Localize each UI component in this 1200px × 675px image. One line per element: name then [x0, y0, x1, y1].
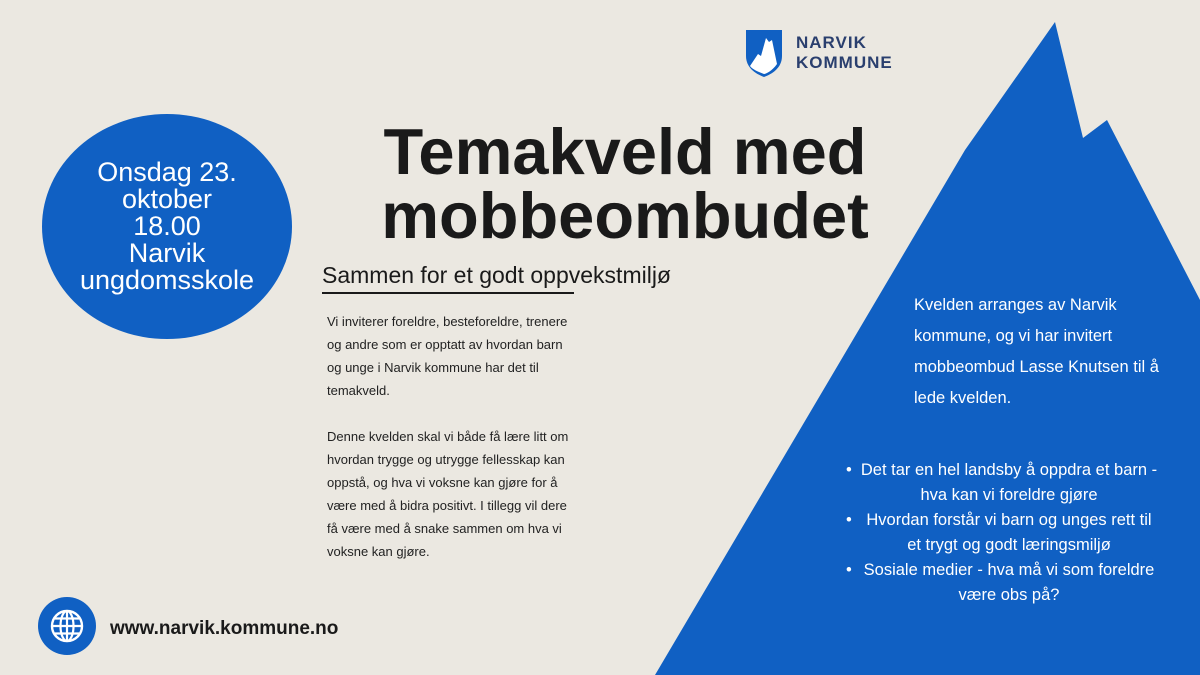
globe-icon: [49, 608, 85, 644]
title-line-1: Temakveld med: [383, 115, 867, 188]
topic-item-3: • Sosiale medier - hva må vi som foreldre være obs på?: [840, 558, 1160, 608]
event-day: Onsdag 23.: [97, 157, 237, 187]
organizer-text: Kvelden arranges av Narvik kommune, og vi har invitert mobbeombud Lasse Knutsen til å lede kvelden.: [914, 296, 1159, 407]
globe-icon-badge: [38, 597, 96, 655]
website-link[interactable]: www.narvik.kommune.no: [110, 618, 339, 639]
topic-item-1: • Det tar en hel landsby å oppdra et barn - hva kan vi foreldre gjøre: [840, 458, 1160, 508]
narvik-coat-of-arms-icon: [744, 28, 784, 78]
narvik-kommune-logo: [744, 28, 893, 78]
topic-list: [840, 458, 1160, 608]
event-info-circle: [42, 114, 292, 339]
invitation-text: [327, 310, 577, 563]
logo-line-1: NARVIK: [796, 33, 867, 52]
invitation-paragraph-1: Vi inviterer foreldre, besteforeldre, trenere og andre som er opptatt av hvordan barn og unge i Narvik kommune har det til temakveld.: [327, 314, 568, 398]
title-line-2: mobbeombudet: [381, 179, 869, 252]
subtitle: Sammen for et godt oppvekstmiljø: [322, 262, 671, 288]
invitation-paragraph-2: Denne kvelden skal vi både få lære litt om hvordan trygge og utrygge fellesskap kan oppstå, og hva vi voksne kan gjøre for å være med å bidra positivt. I tillegg vil dere få være med å snake sammen om hva vi voksne kan gjøre.: [327, 429, 569, 559]
page-title: [300, 115, 950, 252]
event-place-line-1: Narvik: [128, 238, 206, 268]
subtitle-underline: [322, 292, 574, 294]
topic-item-2: • Hvordan forstår vi barn og unges rett til et trygt og godt læringsmiljø: [840, 508, 1160, 558]
event-month: oktober: [121, 184, 213, 214]
event-place-line-2: ungdomsskole: [79, 265, 255, 295]
event-time: 18.00: [133, 211, 201, 241]
logo-line-2: KOMMUNE: [796, 53, 893, 72]
